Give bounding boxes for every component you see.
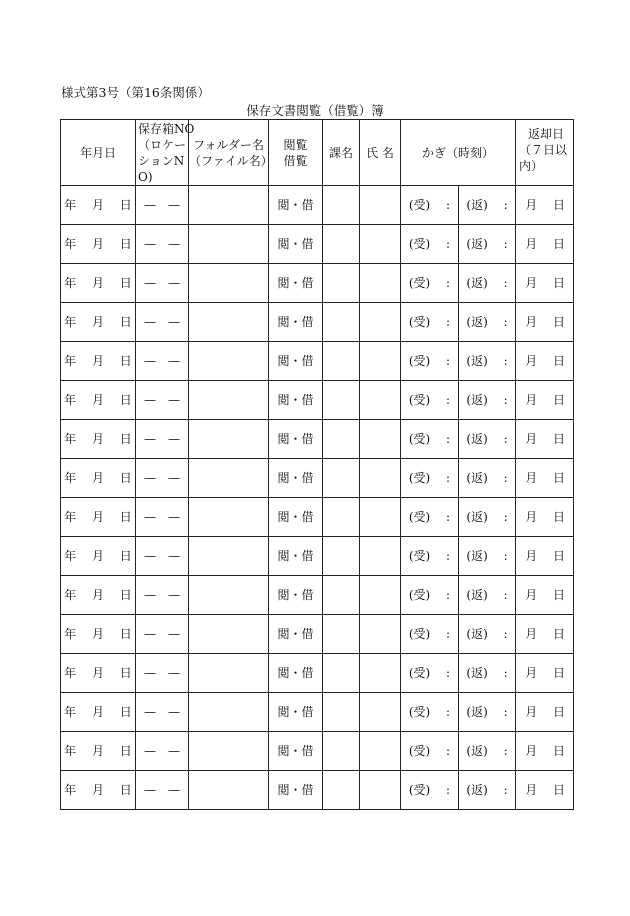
- row-folder-cell: [189, 576, 269, 615]
- row-key-returned-cell: (返) :: [459, 303, 516, 342]
- row-folder-cell: [189, 303, 269, 342]
- ledger-body: [61, 186, 574, 810]
- row-date-cell: 年 月 日: [61, 186, 136, 225]
- row-key-received-cell: (受) :: [401, 615, 459, 654]
- row-folder-cell: [189, 225, 269, 264]
- row-box-no-cell: — —: [136, 654, 189, 693]
- row-box-no-cell: — —: [136, 459, 189, 498]
- header-date: 年月日: [61, 120, 136, 186]
- row-name-cell: [360, 264, 401, 303]
- header-return-date-line: 返却日: [528, 127, 565, 141]
- row-folder-cell: [189, 693, 269, 732]
- row-key-returned-cell: (返) :: [459, 498, 516, 537]
- row-folder-cell: [189, 537, 269, 576]
- row-view-borrow-cell: 閲・借: [269, 498, 323, 537]
- row-view-borrow-cell: 閲・借: [269, 186, 323, 225]
- header-box-no-line: （ロケー: [138, 138, 187, 152]
- row-section-cell: [323, 732, 360, 771]
- row-return-date-cell: 月 日: [516, 576, 574, 615]
- header-box-no-line: ションN: [138, 154, 185, 168]
- table-row: [61, 186, 574, 225]
- table-row: [61, 342, 574, 381]
- row-key-received-cell: (受) :: [401, 264, 459, 303]
- row-return-date-cell: 月 日: [516, 771, 574, 810]
- row-name-cell: [360, 303, 401, 342]
- header-box-no-line: O): [138, 170, 153, 184]
- table-row: [61, 303, 574, 342]
- row-date-cell: 年 月 日: [61, 576, 136, 615]
- row-key-returned-cell: (返) :: [459, 264, 516, 303]
- table-row: [61, 576, 574, 615]
- row-key-returned-cell: (返) :: [459, 420, 516, 459]
- row-name-cell: [360, 537, 401, 576]
- row-section-cell: [323, 498, 360, 537]
- row-box-no-cell: — —: [136, 537, 189, 576]
- header-box-no: [136, 120, 195, 186]
- table-row: [61, 225, 574, 264]
- row-name-cell: [360, 498, 401, 537]
- row-box-no-cell: — —: [136, 303, 189, 342]
- row-return-date-cell: 月 日: [516, 381, 574, 420]
- row-box-no-cell: — —: [136, 732, 189, 771]
- row-folder-cell: [189, 459, 269, 498]
- row-date-cell: 年 月 日: [61, 420, 136, 459]
- row-name-cell: [360, 693, 401, 732]
- row-name-cell: [360, 225, 401, 264]
- row-folder-cell: [189, 186, 269, 225]
- row-key-returned-cell: (返) :: [459, 576, 516, 615]
- row-name-cell: [360, 732, 401, 771]
- table-row: [61, 537, 574, 576]
- row-section-cell: [323, 225, 360, 264]
- row-section-cell: [323, 537, 360, 576]
- row-name-cell: [360, 186, 401, 225]
- row-name-cell: [360, 771, 401, 810]
- row-box-no-cell: — —: [136, 498, 189, 537]
- row-date-cell: 年 月 日: [61, 771, 136, 810]
- row-key-received-cell: (受) :: [401, 459, 459, 498]
- row-view-borrow-cell: 閲・借: [269, 771, 323, 810]
- row-key-received-cell: (受) :: [401, 576, 459, 615]
- row-return-date-cell: 月 日: [516, 615, 574, 654]
- row-box-no-cell: — —: [136, 225, 189, 264]
- table-row: [61, 498, 574, 537]
- row-box-no-cell: — —: [136, 381, 189, 420]
- row-key-returned-cell: (返) :: [459, 186, 516, 225]
- header-box-no-line: 保存箱NO: [138, 122, 195, 136]
- table-row: [61, 654, 574, 693]
- row-section-cell: [323, 186, 360, 225]
- row-folder-cell: [189, 498, 269, 537]
- table-row: [61, 420, 574, 459]
- row-date-cell: 年 月 日: [61, 537, 136, 576]
- row-view-borrow-cell: 閲・借: [269, 693, 323, 732]
- row-key-received-cell: (受) :: [401, 654, 459, 693]
- row-view-borrow-cell: 閲・借: [269, 420, 323, 459]
- row-view-borrow-cell: 閲・借: [269, 303, 323, 342]
- row-folder-cell: [189, 615, 269, 654]
- row-view-borrow-cell: 閲・借: [269, 732, 323, 771]
- row-return-date-cell: 月 日: [516, 225, 574, 264]
- row-view-borrow-cell: 閲・借: [269, 264, 323, 303]
- row-key-returned-cell: (返) :: [459, 615, 516, 654]
- row-section-cell: [323, 615, 360, 654]
- row-section-cell: [323, 576, 360, 615]
- row-date-cell: 年 月 日: [61, 693, 136, 732]
- header-return-date-line: 内）: [519, 159, 544, 173]
- row-name-cell: [360, 459, 401, 498]
- row-key-returned-cell: (返) :: [459, 771, 516, 810]
- row-return-date-cell: 月 日: [516, 186, 574, 225]
- row-date-cell: 年 月 日: [61, 225, 136, 264]
- row-section-cell: [323, 654, 360, 693]
- row-key-received-cell: (受) :: [401, 342, 459, 381]
- row-key-received-cell: (受) :: [401, 537, 459, 576]
- row-section-cell: [323, 420, 360, 459]
- row-box-no-cell: — —: [136, 576, 189, 615]
- row-key-received-cell: (受) :: [401, 225, 459, 264]
- row-key-received-cell: (受) :: [401, 498, 459, 537]
- row-key-received-cell: (受) :: [401, 693, 459, 732]
- row-name-cell: [360, 420, 401, 459]
- row-box-no-cell: — —: [136, 771, 189, 810]
- row-box-no-cell: — —: [136, 615, 189, 654]
- row-folder-cell: [189, 381, 269, 420]
- header-view-borrow: [269, 120, 323, 186]
- row-view-borrow-cell: 閲・借: [269, 654, 323, 693]
- row-return-date-cell: 月 日: [516, 342, 574, 381]
- row-view-borrow-cell: 閲・借: [269, 615, 323, 654]
- row-date-cell: 年 月 日: [61, 303, 136, 342]
- row-return-date-cell: 月 日: [516, 303, 574, 342]
- header-return-date: [516, 120, 574, 186]
- row-return-date-cell: 月 日: [516, 654, 574, 693]
- document-title: 保存文書閲覧（借覧）簿: [246, 103, 384, 118]
- row-key-received-cell: (受) :: [401, 732, 459, 771]
- header-folder: [189, 120, 273, 186]
- table-row: [61, 693, 574, 732]
- row-key-returned-cell: (返) :: [459, 381, 516, 420]
- row-return-date-cell: 月 日: [516, 732, 574, 771]
- row-view-borrow-cell: 閲・借: [269, 342, 323, 381]
- row-return-date-cell: 月 日: [516, 459, 574, 498]
- table-row: [61, 459, 574, 498]
- row-date-cell: 年 月 日: [61, 264, 136, 303]
- header-key-time: かぎ（時刻）: [401, 120, 516, 186]
- row-name-cell: [360, 576, 401, 615]
- row-key-returned-cell: (返) :: [459, 654, 516, 693]
- row-key-returned-cell: (返) :: [459, 459, 516, 498]
- row-section-cell: [323, 264, 360, 303]
- row-section-cell: [323, 771, 360, 810]
- row-key-returned-cell: (返) :: [459, 537, 516, 576]
- row-name-cell: [360, 654, 401, 693]
- row-folder-cell: [189, 771, 269, 810]
- row-date-cell: 年 月 日: [61, 615, 136, 654]
- row-return-date-cell: 月 日: [516, 264, 574, 303]
- row-view-borrow-cell: 閲・借: [269, 576, 323, 615]
- row-section-cell: [323, 342, 360, 381]
- row-date-cell: 年 月 日: [61, 498, 136, 537]
- row-return-date-cell: 月 日: [516, 420, 574, 459]
- header-row: [61, 120, 574, 186]
- ledger-table: [60, 119, 574, 810]
- row-return-date-cell: 月 日: [516, 693, 574, 732]
- form-number: 様式第3号（第16条関係）: [61, 85, 210, 100]
- row-box-no-cell: — —: [136, 342, 189, 381]
- header-folder-line: フォルダー名: [193, 138, 264, 152]
- row-key-received-cell: (受) :: [401, 771, 459, 810]
- row-box-no-cell: — —: [136, 264, 189, 303]
- row-date-cell: 年 月 日: [61, 342, 136, 381]
- row-view-borrow-cell: 閲・借: [269, 225, 323, 264]
- header-section: 課名: [323, 120, 360, 186]
- row-key-received-cell: (受) :: [401, 381, 459, 420]
- row-return-date-cell: 月 日: [516, 498, 574, 537]
- row-date-cell: 年 月 日: [61, 732, 136, 771]
- row-view-borrow-cell: 閲・借: [269, 381, 323, 420]
- table-row: [61, 381, 574, 420]
- header-return-date-line: （７日以: [519, 143, 568, 157]
- table-row: [61, 771, 574, 810]
- row-folder-cell: [189, 654, 269, 693]
- row-key-received-cell: (受) :: [401, 420, 459, 459]
- header-folder-line: （ファイル名）: [189, 154, 273, 168]
- table-row: [61, 264, 574, 303]
- row-view-borrow-cell: 閲・借: [269, 537, 323, 576]
- row-key-returned-cell: (返) :: [459, 693, 516, 732]
- table-row: [61, 732, 574, 771]
- row-folder-cell: [189, 264, 269, 303]
- row-key-returned-cell: (返) :: [459, 732, 516, 771]
- row-box-no-cell: — —: [136, 420, 189, 459]
- row-section-cell: [323, 303, 360, 342]
- row-box-no-cell: — —: [136, 186, 189, 225]
- row-date-cell: 年 月 日: [61, 459, 136, 498]
- row-view-borrow-cell: 閲・借: [269, 459, 323, 498]
- row-folder-cell: [189, 732, 269, 771]
- header-name: 氏 名: [360, 120, 401, 186]
- row-name-cell: [360, 342, 401, 381]
- row-name-cell: [360, 381, 401, 420]
- row-section-cell: [323, 381, 360, 420]
- row-key-received-cell: (受) :: [401, 303, 459, 342]
- header-view-borrow-line: 閲覧: [283, 138, 308, 152]
- row-folder-cell: [189, 420, 269, 459]
- row-section-cell: [323, 459, 360, 498]
- row-return-date-cell: 月 日: [516, 537, 574, 576]
- row-folder-cell: [189, 342, 269, 381]
- row-date-cell: 年 月 日: [61, 654, 136, 693]
- row-key-returned-cell: (返) :: [459, 342, 516, 381]
- row-key-received-cell: (受) :: [401, 186, 459, 225]
- row-key-returned-cell: (返) :: [459, 225, 516, 264]
- header-view-borrow-line: 借覧: [283, 154, 308, 168]
- row-date-cell: 年 月 日: [61, 381, 136, 420]
- row-section-cell: [323, 693, 360, 732]
- row-box-no-cell: — —: [136, 693, 189, 732]
- row-name-cell: [360, 615, 401, 654]
- table-row: [61, 615, 574, 654]
